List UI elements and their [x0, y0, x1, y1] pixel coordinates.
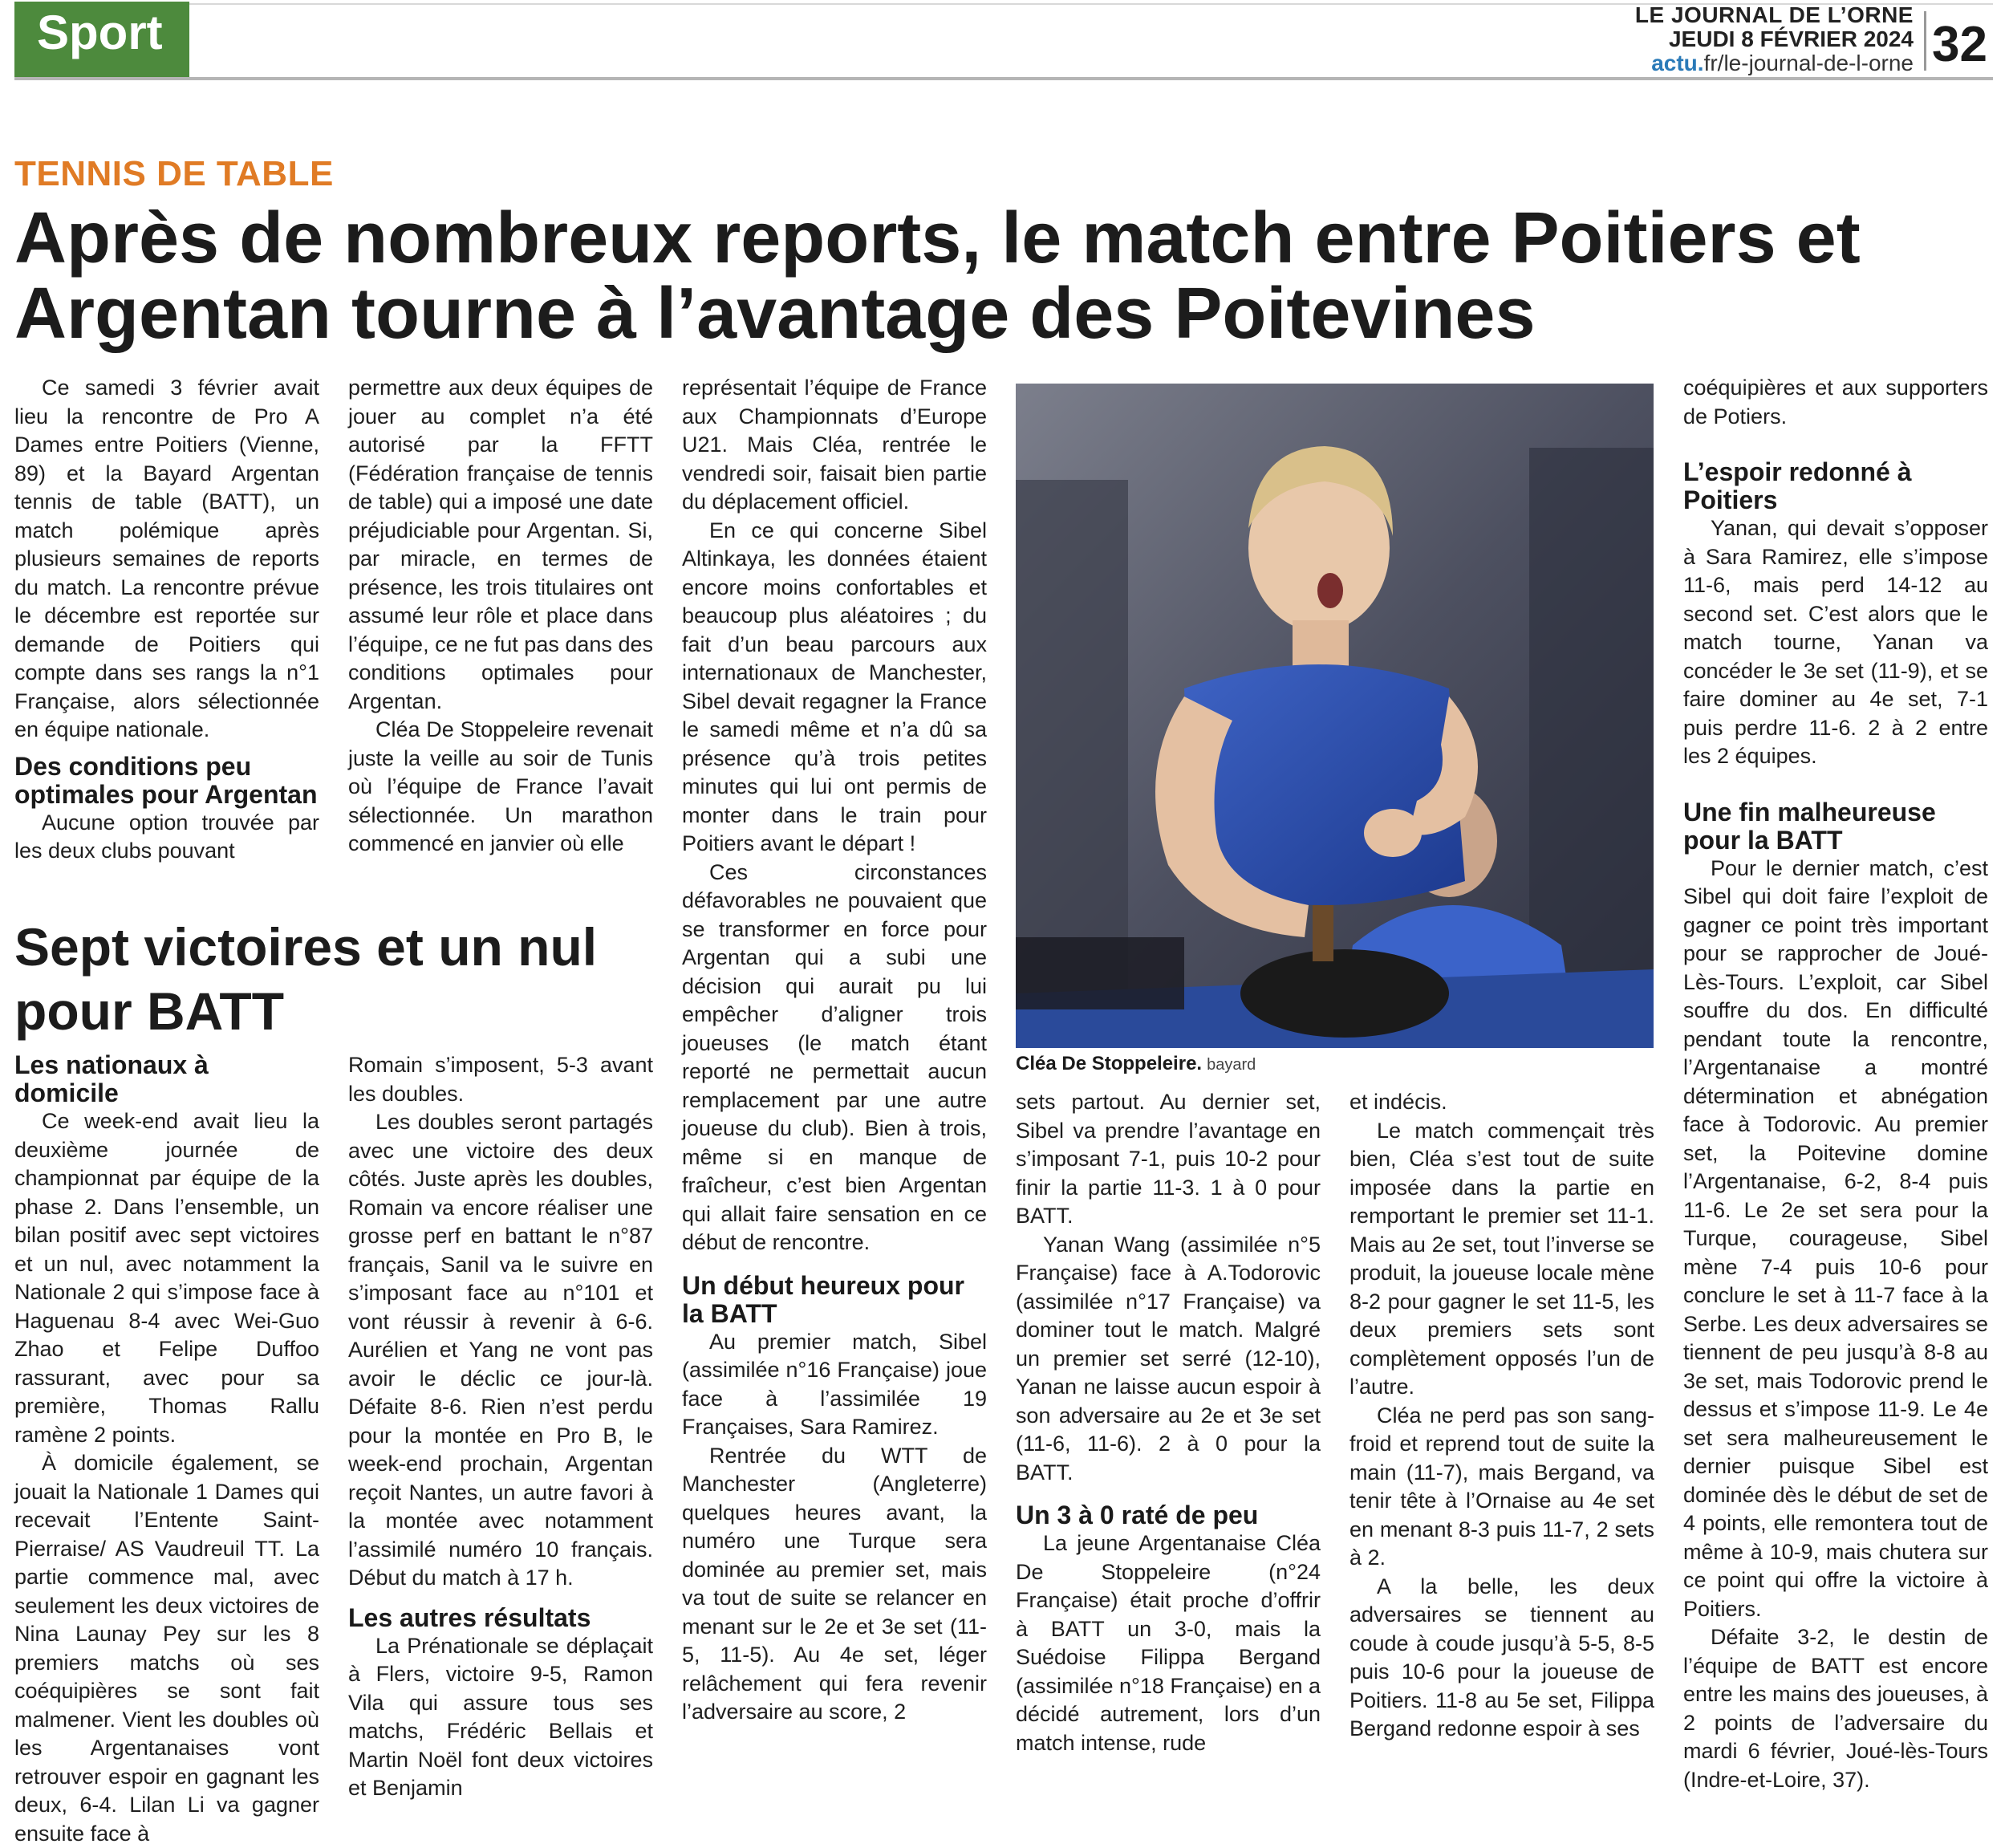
- section-label: Sport: [37, 6, 163, 59]
- paragraph: coéquipières et aux supporters de Potiers.: [1683, 376, 1988, 428]
- photo-credit: bayard: [1207, 1056, 1256, 1074]
- article-column-1: [14, 374, 319, 866]
- paragraph: et indécis.: [1349, 1090, 1447, 1114]
- paragraph: La Prénationale se déplaçait à Flers, victoire 9-5, Ramon Vila qui assure tous ses matchs, Frédéric Bellais et Martin Noël font deux victoires et Benjamin: [348, 1633, 653, 1800]
- photo-caption: [1016, 1053, 1256, 1075]
- paragraph: représentait l’équipe de France aux Championnats d’Europe U21. Mais Cléa, rentrée le vendredi soir, faisait bien partie du déplacement officiel.: [682, 376, 987, 514]
- subheading: Les nationaux à domicile: [14, 1050, 209, 1107]
- article-column-6: [1683, 374, 1988, 1794]
- paragraph: Ce week-end avait lieu la deuxième journée de championnat par équipe de la phase 2. Dans l’ensemble, un bilan positif avec sept victoires et un nul, avec notamment la Nationale 2 qui s’impose face à Haguenau 8-4 avec Wei-Guo Zhao et Felipe Duffoo rassurant, avec pour sa première, Thomas Rallu ramène 2 points.: [14, 1109, 319, 1447]
- url-path: fr/le-journal-de-l-orne: [1703, 51, 1914, 75]
- paragraph: À domicile également, se jouait la Nationale 1 Dames qui recevait l’Entente Saint-Pierraise/ AS Vaudreuil TT. La partie commence mal, avec seulement les deux victoires de Nina Launay Pey sur les 8 premiers matchs où ses coéquipières se sont fait malmener. Vient les doubles où les Argentanaises vont retrouver espoir en gagnant les deux, 6-4. Lilan Li va gagner ensuite face à: [14, 1451, 319, 1846]
- paragraph: Aucune option trouvée par les deux clubs pouvant: [14, 810, 319, 863]
- paragraph: Cléa De Stoppeleire revenait juste la veille au soir de Tunis où l’équipe de France l’avait sélectionnée. Un marathon commencé en janvier où elle: [348, 717, 653, 855]
- subheading: L’espoir redonné à Poitiers: [1683, 457, 1912, 514]
- publication-url: [1605, 51, 1914, 75]
- url-brand: actu.: [1651, 51, 1704, 75]
- paragraph: Romain s’imposent, 5-3 avant les doubles.: [348, 1053, 653, 1106]
- caption-text: Cléa De Stoppeleire.: [1016, 1053, 1203, 1074]
- article-column-4: [1016, 1088, 1321, 1757]
- section-tab: [14, 2, 189, 77]
- masthead-info: [1605, 3, 1914, 75]
- header-rule: [14, 77, 1993, 80]
- subheading: Une fin malheureuse pour la BATT: [1683, 797, 1936, 855]
- article-column-3: [682, 374, 987, 1727]
- second-article-headline: Sept victoires et un nul pour BATT: [14, 917, 598, 1041]
- paragraph: Rentrée du WTT de Manchester (Angleterre) quelques heures avant, la numéro une Turque sera dominée au premier set, mais va tout de suite se relancer en menant sur le 2e et 3e set (11-5, 11-5). Au 4e set, léger relâchement qui fera revenir l’adversaire au score, 2: [682, 1443, 987, 1724]
- paragraph: permettre aux deux équipes de jouer au complet n’a été autorisé par la FFTT (Fédération française de tennis de table) qui a imposé une date préjudiciable pour Argentan. Si, par miracle, en termes de présence, les trois titulaires ont assumé leur rôle et place dans l’équipe, ce ne fut pas dans des conditions optimales pour Argentan.: [348, 376, 653, 713]
- second-article-column-2: [348, 1051, 653, 1803]
- subheading: Les autres résultats: [348, 1602, 591, 1632]
- publication-date: JEUDI 8 FÉVRIER 2024: [1668, 26, 1914, 51]
- article-headline: Après de nombreux reports, le match entre Poitiers et Argentan tourne à l’avantage des Poitevines: [14, 198, 1861, 354]
- article-kicker: TENNIS DE TABLE: [14, 154, 334, 193]
- paragraph: Défaite 3-2, le destin de l’équipe de BATT est encore entre les mains des joueuses, à 2 points de l’adversaire du mardi 6 février, Joué-lès-Tours (Indre-et-Loire, 37).: [1683, 1625, 1988, 1792]
- article-photo: [1016, 384, 1654, 1048]
- page-number: 32: [1932, 17, 1987, 72]
- page-number-separator: [1924, 11, 1926, 71]
- paragraph: Ce samedi 3 février avait lieu la rencontre de Pro A Dames entre Poitiers (Vienne, 89) et la Bayard Argentan tennis de table (BATT), un match polémique après plusieurs semaines de reports du match. La rencontre prévue le décembre est reportée sur demande de Poitiers qui compte dans ses rangs la n°1 Française, alors sélectionnée en équipe nationale.: [14, 376, 319, 741]
- paragraph: Pour le dernier match, c’est Sibel qui doit faire l’exploit de gagner ce point très important pour se rapprocher de Joué-Lès-Tours. L’exploit, car Sibel souffre du dos. En difficulté pendant toute la rencontre, l’Argentanaise a montré détermination et abnégation face à Todorovic. Au premier set, la Poitevine domine l’Argentanaise, 6-2, 8-4 puis 11-6. Le 2e set sera pour la Turque, courageuse, Sibel mène 7-4 puis 10-6 pour conclure le set à 11-7 face à la Serbe. Les deux adversaires se tiennent de peu jusqu’à 8-8 au 3e set, mais Todorovic prend le dessus et s’impose 11-9. Le 4e set sera malheureusement le dernier puisque Sibel est dominée dès le début de set de 4 points, elle remontera tout de même à 10-9, mais chutera sur ce point qui offre la victoire à Poitiers.: [1683, 855, 1988, 1621]
- paragraph: La jeune Argentanaise Cléa De Stoppeleire (n°24 Française) était proche d’offrir à BATT un 3-0, mais la Suédoise Filippa Bergand (assimilée n°18 Française) en a décidé autrement, lors d’un match intense, rude: [1016, 1531, 1321, 1755]
- article-column-5: [1349, 1088, 1654, 1744]
- paragraph: A la belle, les deux adversaires se tiennent au coude à coude jusqu’à 5-5, 8-5 puis 10-6 pour la joueuse de Poitiers. 11-8 au 5e set, Filippa Bergand redonne espoir à ses: [1349, 1574, 1654, 1740]
- subheading: Un début heureux pour la BATT: [682, 1270, 964, 1328]
- paragraph: sets partout. Au dernier set, Sibel va prendre l’avantage en s’imposant 7-1, puis 10-2 pour finir la partie 11-3. 1 à 0 pour BATT.: [1016, 1090, 1321, 1228]
- paragraph: Ces circonstances défavorables ne pouvaient que se transformer en force pour Argentan qui a subi une décision qui aurait pu lui empêcher d’aligner trois joueuses (le match étant reporté ne permettait aucun remplacement par une autre joueuse du club). Bien à trois, même si en manque de fraîcheur, c’est bien Argentan qui allait faire sensation en ce début de rencontre.: [682, 859, 987, 1254]
- paragraph: Cléa ne perd pas son sang-froid et reprend tout de suite la main (11-7), mais Bergand, va tenir tête à l’Ornaise au 4e set en menant 8-3 puis 11-7, 2 sets à 2.: [1349, 1403, 1654, 1570]
- subheading: Des conditions peu optimales pour Argentan: [14, 751, 318, 809]
- publication-name: LE JOURNAL DE L’ORNE: [1634, 2, 1914, 27]
- paragraph: Les doubles seront partagés avec une victoire des deux côtés. Juste après les doubles, Romain va encore réaliser une grosse perf en battant le n°87 français, Sanil va le suivre en s’imposant face au n°101 et vont réussir à revenir à 6-6. Aurélien et Yang ne vont pas avoir le déclic ce jour-là. Défaite 8-6. Rien n’est perdu pour la montée en Pro B, le week-end prochain, Argentan reçoit Nantes, un autre favori à la montée avec notamment l’assimilé numéro 10 français. Début du match à 17 h.: [348, 1110, 653, 1590]
- second-article-column-1: [14, 1051, 319, 1848]
- player-photo-illustration: [1016, 384, 1654, 1048]
- paragraph: Le match commençait très bien, Cléa s’est tout de suite imposée dans la partie en remportant le premier set 11-1. Mais au 2e set, tout l’inverse se produit, la joueuse locale mène 8-2 pour gagner le set 11-5, les deux premiers sets sont complètement opposés l’un de l’autre.: [1349, 1118, 1654, 1399]
- paragraph: Yanan Wang (assimilée n°5 Française) face à A.Todorovic (assimilée n°17 Française) va dominer tout le match. Malgré un premier set serré (12-10), Yanan ne laisse aucun espoir à son adversaire au 2e et 3e set (11-6, 11-6). 2 à 0 pour la BATT.: [1016, 1232, 1321, 1484]
- paragraph: En ce qui concerne Sibel Altinkaya, les données étaient encore moins confortables et beaucoup plus aléatoires ; du fait d’un beau parcours aux internationaux de Manchester, Sibel devait regagner la France le samedi même et n’a dû sa présence qu’à trois petites minutes qui lui ont permis de monter dans le train pour Poitiers avant le départ !: [682, 518, 987, 855]
- paragraph: Yanan, qui devait s’opposer à Sara Ramirez, elle s’impose 11-6, mais perd 14-12 au second set. C’est alors que le match tourne, Yanan va concéder le 3e set (11-9), et se faire dominer au 4e set, 7-1 puis perdre 11-6. 2 à 2 entre les 2 équipes.: [1683, 516, 1988, 768]
- paragraph: Au premier match, Sibel (assimilée n°16 Française) joue face à l’assimilée 19 Françaises, Sara Ramirez.: [682, 1329, 987, 1439]
- article-column-2: [348, 374, 653, 859]
- subheading: Un 3 à 0 raté de peu: [1016, 1501, 1259, 1529]
